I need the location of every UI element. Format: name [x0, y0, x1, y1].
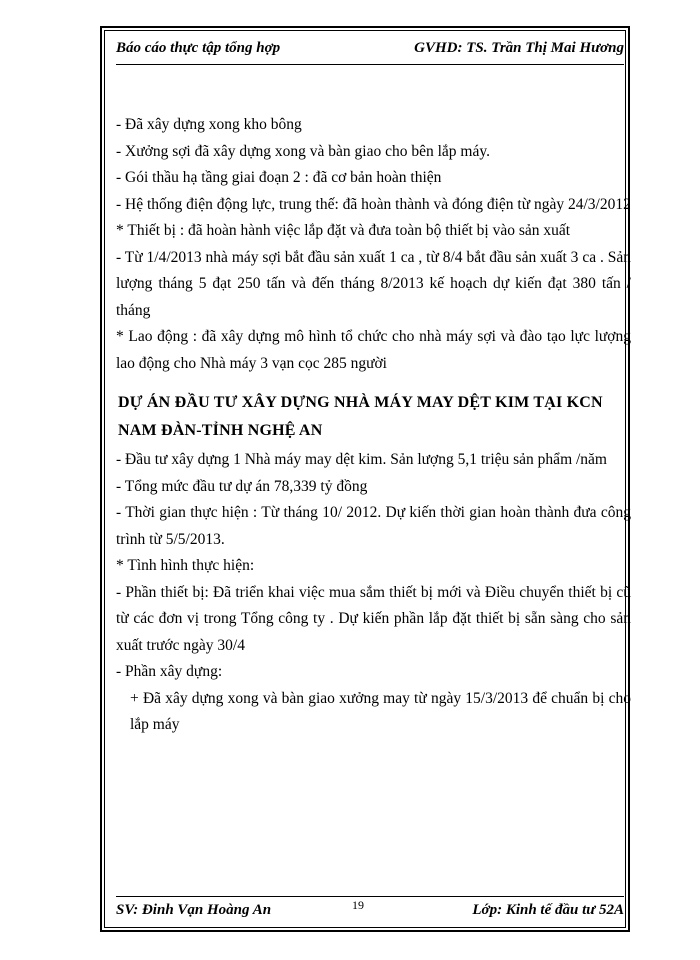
paragraph: - Đầu tư xây dựng 1 Nhà máy may dệt kim. Sản lượng 5,1 triệu sản phẩm /năm	[116, 451, 607, 468]
paragraph: - Thời gian thực hiện : Từ tháng 10/ 2012. Dự kiến thời gian hoàn thành đưa công trình từ 5/5/2013.	[116, 504, 631, 548]
header-rule	[116, 64, 624, 65]
paragraph: * Lao động : đã xây dựng mô hình tổ chức cho nhà máy sợi và đào tạo lực lượng lao động cho Nhà máy 3 vạn cọc 285 người	[116, 328, 631, 372]
sub-item: + Đã xây dựng xong và bàn giao xưởng may từ ngày 15/3/2013 để chuẩn bị cho lắp máy	[130, 689, 631, 733]
document-body	[116, 112, 631, 739]
paragraph: - Xưởng sợi đã xây dựng xong và bàn giao cho bên lắp máy.	[116, 142, 490, 160]
paragraph: - Phần thiết bị: Đã triển khai việc mua sắm thiết bị mới và Điều chuyển thiết bị cũ từ các đơn vị trong Tổng công ty . Dự kiến phần lắp đặt thiết bị sẵn sàng cho sản xuất trước ngày 30/4	[116, 583, 631, 654]
paragraph: * Thiết bị : đã hoàn hành việc lắp đặt và đưa toàn bộ thiết bị vào sản xuất	[116, 222, 571, 239]
paragraph: - Hệ thống điện động lực, trung thế: đã hoàn thành và đóng điện từ ngày 24/3/2012	[116, 195, 631, 213]
paragraph: - Tổng mức đầu tư dự án 78,339 tỷ đồng	[116, 477, 368, 495]
paragraph: - Đã xây dựng xong kho bông	[116, 116, 302, 133]
page-header	[116, 40, 624, 62]
header-report-title: Báo cáo thực tập tổng hợp	[116, 40, 281, 56]
paragraph: - Gói thầu hạ tầng giai đoạn 2 : đã cơ bản hoàn thiện	[116, 169, 442, 186]
section-heading: DỰ ÁN ĐẦU TƯ XÂY DỰNG NHÀ MÁY MAY DỆT KIM TẠI KCN NAM ĐÀN-TỈNH NGHỆ AN	[118, 394, 603, 439]
paragraph: - Phần xây dựng:	[116, 663, 223, 680]
footer-student: SV: Đinh Vạn Hoàng An	[116, 902, 272, 918]
paragraph: * Tình hình thực hiện:	[116, 557, 255, 574]
footer-rule	[116, 896, 624, 897]
header-supervisor: GVHD: TS. Trần Thị Mai Hương	[414, 40, 624, 56]
paragraph: - Từ 1/4/2013 nhà máy sợi bắt đầu sản xuất 1 ca , từ 8/4 bắt đầu sản xuất 3 ca . Sản lượng tháng 5 đạt 250 tấn và đến tháng 8/2013 kế hoạch dự kiến đạt 380 tấn / tháng	[116, 248, 631, 319]
footer-class: Lớp: Kinh tế đầu tư 52A	[472, 902, 624, 918]
page-number: 19	[352, 898, 364, 912]
page-footer	[116, 898, 624, 924]
